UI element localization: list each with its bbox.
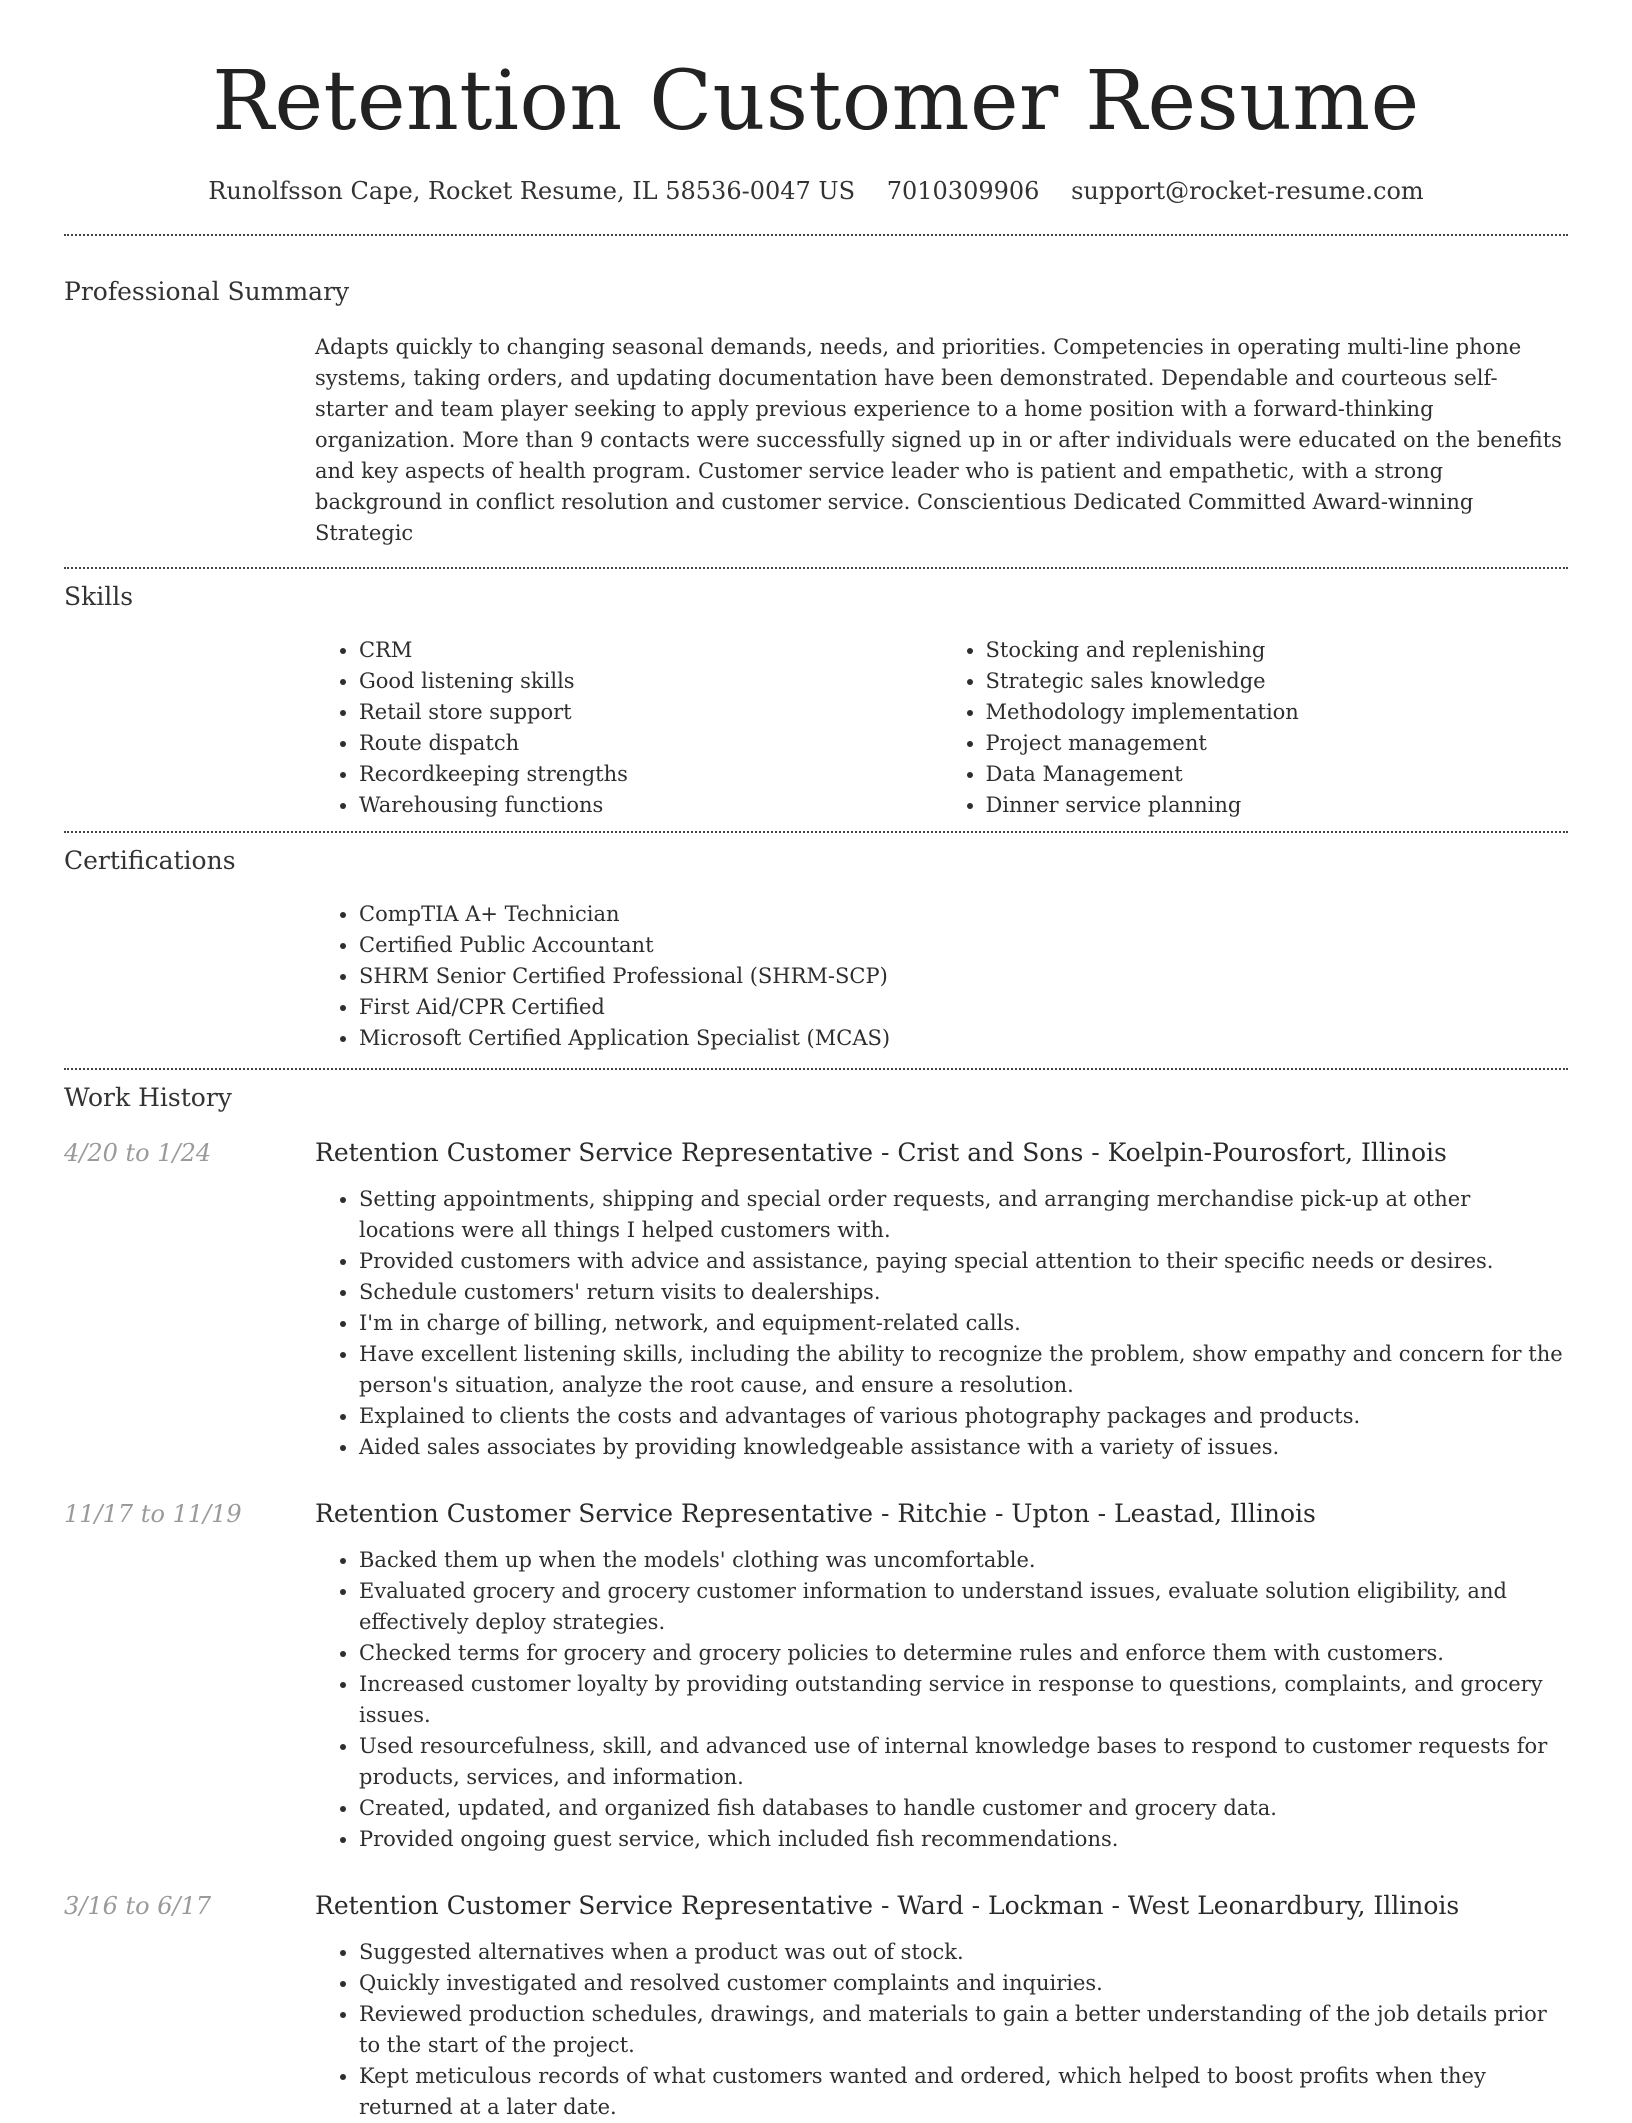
certification-item: • Microsoft Certified Application Specialist (MCAS) <box>359 1023 1568 1054</box>
job-bullet: • Provided customers with advice and assistance, paying special attention to their specific needs or desires. <box>359 1246 1568 1277</box>
job-bullet: • Schedule customers' return visits to dealerships. <box>359 1277 1568 1308</box>
certification-item: • CompTIA A+ Technician <box>359 899 1568 930</box>
skill-item: • Data Management <box>986 759 1569 790</box>
job-bullet: • Increased customer loyalty by providing outstanding service in response to questions, complaints, and grocery issues. <box>359 1669 1568 1731</box>
skills-grid <box>315 635 1568 831</box>
job-bullet: • Used resourcefulness, skill, and advanced use of internal knowledge bases to respond to customer requests for products, services, and information. <box>359 1731 1568 1793</box>
job-bullet: • Aided sales associates by providing knowledgeable assistance with a variety of issues. <box>359 1432 1568 1463</box>
job-bullet: • Backed them up when the models' clothing was uncomfortable. <box>359 1545 1568 1576</box>
resume-title: Retention Customer Resume <box>212 54 1420 149</box>
skill-item: • Project management <box>986 728 1569 759</box>
skill-item: • Good listening skills <box>359 666 942 697</box>
skill-item: • CRM <box>359 635 942 666</box>
contact-phone: 7010309906 <box>886 177 1040 205</box>
job-details <box>315 1136 1568 1463</box>
job-bullets <box>315 1545 1568 1855</box>
job-entry <box>64 1497 1568 1855</box>
skill-item: • Strategic sales knowledge <box>986 666 1569 697</box>
certifications-list <box>315 899 1568 1054</box>
summary-text: Adapts quickly to changing seasonal demands, needs, and priorities. Competencies in operating multi-line phone systems, taking orders, and updating documentation have been demonstrated. Dependable and courteous self-starter and team player seeking to apply previous experience to a home position with a forward-thinking organization. More than 9 contacts were successfully signed up in or after individuals were educated on the benefits and key aspects of health program. Customer service leader who is patient and empathetic, with a strong background in conflict resolution and customer service. Conscientious Dedicated Committed Award-winning Strategic <box>315 335 1562 545</box>
contact-email: support@rocket-resume.com <box>1071 177 1424 205</box>
skill-item: • Retail store support <box>359 697 942 728</box>
job-dates: 11/17 to 11/19 <box>64 1500 242 1528</box>
section-title-skills: Skills <box>64 582 134 611</box>
job-details <box>315 1889 1568 2123</box>
skill-item: • Dinner service planning <box>986 790 1569 821</box>
job-bullet: • Kept meticulous records of what customers wanted and ordered, which helped to boost profits when they returned at a later date. <box>359 2061 1568 2123</box>
job-entry <box>64 1889 1568 2123</box>
certification-item: • Certified Public Accountant <box>359 930 1568 961</box>
job-title: Retention Customer Service Representative - Ward - Lockman - West Leonardbury, Illinois <box>315 1891 1460 1920</box>
skill-item: • Warehousing functions <box>359 790 942 821</box>
job-bullet: • Checked terms for grocery and grocery policies to determine rules and enforce them with customers. <box>359 1638 1568 1669</box>
skills-section <box>64 569 1568 831</box>
certification-item: • SHRM Senior Certified Professional (SHRM-SCP) <box>359 961 1568 992</box>
job-bullet: • Setting appointments, shipping and special order requests, and arranging merchandise pick-up at other locations were all things I helped customers with. <box>359 1184 1568 1246</box>
job-bullet: • Evaluated grocery and grocery customer information to understand issues, evaluate solution eligibility, and effectively deploy strategies. <box>359 1576 1568 1638</box>
job-bullet: • I'm in charge of billing, network, and equipment-related calls. <box>359 1308 1568 1339</box>
job-bullet: • Suggested alternatives when a product was out of stock. <box>359 1937 1568 1968</box>
work-history-section <box>64 1070 1568 2123</box>
contact-address: Runolfsson Cape, Rocket Resume, IL 58536-0047 US <box>208 177 856 205</box>
section-title-summary: Professional Summary <box>64 277 350 306</box>
skill-item: • Methodology implementation <box>986 697 1569 728</box>
section-title-work-history: Work History <box>64 1083 232 1112</box>
job-bullet: • Quickly investigated and resolved customer complaints and inquiries. <box>359 1968 1568 1999</box>
skills-list-left <box>315 635 942 821</box>
job-bullet: • Reviewed production schedules, drawings, and materials to gain a better understanding of the job details prior to the start of the project. <box>359 1999 1568 2061</box>
job-bullet: • Created, updated, and organized fish databases to handle customer and grocery data. <box>359 1793 1568 1824</box>
job-details <box>315 1497 1568 1855</box>
job-dates: 3/16 to 6/17 <box>64 1892 212 1920</box>
job-title: Retention Customer Service Representative - Ritchie - Upton - Leastad, Illinois <box>315 1499 1316 1528</box>
skill-item: • Route dispatch <box>359 728 942 759</box>
job-title: Retention Customer Service Representative - Crist and Sons - Koelpin-Pourosfort, Illinois <box>315 1138 1447 1167</box>
job-entry <box>64 1136 1568 1463</box>
certifications-section <box>64 833 1568 1068</box>
certifications-body <box>315 899 1568 1068</box>
certification-item: • First Aid/CPR Certified <box>359 992 1568 1023</box>
job-bullets <box>315 1937 1568 2123</box>
section-title-certifications: Certifications <box>64 846 236 875</box>
job-bullet: • Explained to clients the costs and advantages of various photography packages and products. <box>359 1401 1568 1432</box>
skill-item: • Stocking and replenishing <box>986 635 1569 666</box>
professional-summary-section <box>64 236 1568 567</box>
job-bullets <box>315 1184 1568 1463</box>
contact-line <box>64 174 1568 208</box>
job-bullet: • Have excellent listening skills, including the ability to recognize the problem, show empathy and concern for the person's situation, analyze the root cause, and ensure a resolution. <box>359 1339 1568 1401</box>
job-dates: 4/20 to 1/24 <box>64 1139 212 1167</box>
skills-list-right <box>942 635 1569 821</box>
job-bullet: • Provided ongoing guest service, which included fish recommendations. <box>359 1824 1568 1855</box>
skill-item: • Recordkeeping strengths <box>359 759 942 790</box>
